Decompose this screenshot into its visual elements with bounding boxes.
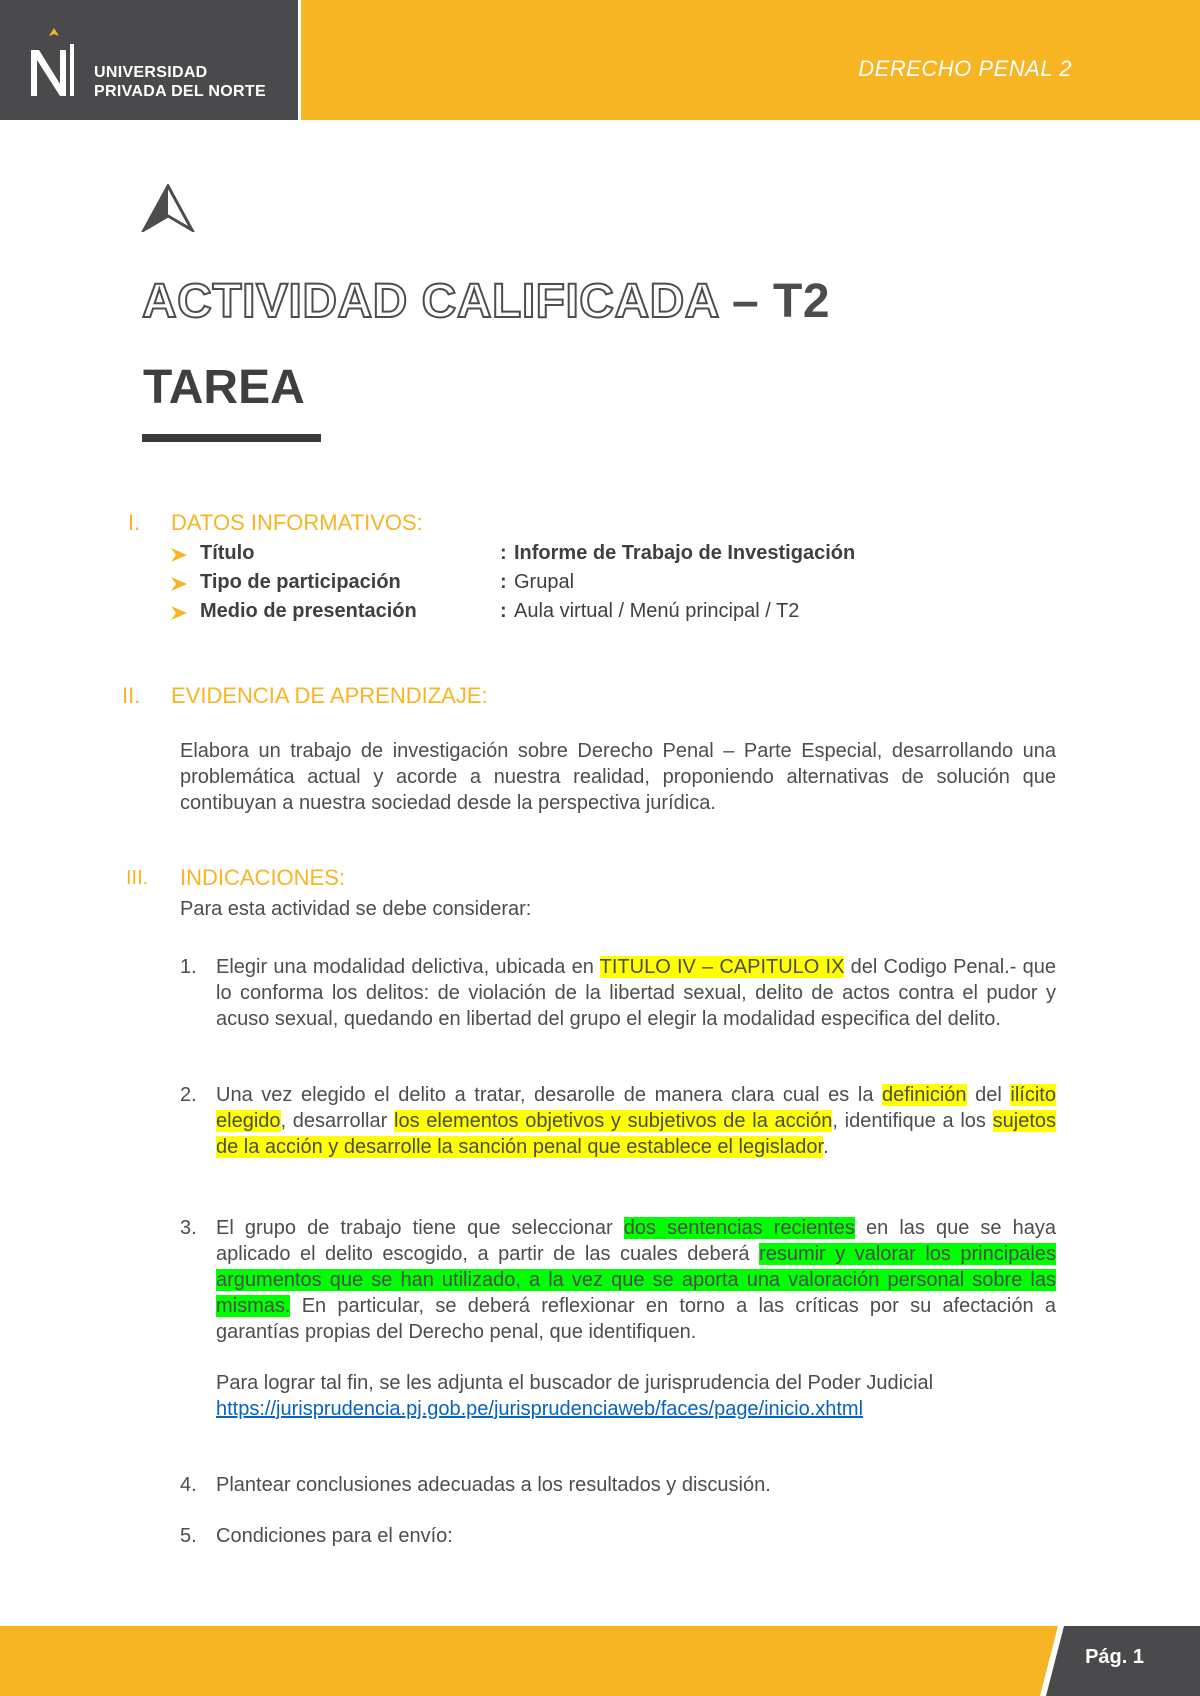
text-run: . [823, 1136, 829, 1158]
highlighted-text: ilícito elegido [216, 1084, 1056, 1132]
section-1-number: I. [128, 510, 141, 535]
list-item-1 [216, 954, 1056, 1032]
section-3-intro: Para esta actividad se debe considerar: [180, 898, 532, 920]
arrow-bullet-icon [170, 546, 188, 564]
title-underline [142, 434, 321, 442]
text-run: En particular, se deberá reflexionar en torno a las críticas por su afectación a garantías propias del Derecho penal, que identifiquen. [216, 1295, 1056, 1343]
university-line-2: PRIVADA DEL NORTE [94, 83, 266, 100]
page-number: Pág. 1 [1085, 1646, 1144, 1668]
info-colon: : [500, 542, 507, 564]
section-2-title: EVIDENCIA DE APRENDIZAJE: [171, 683, 488, 708]
document-title [142, 274, 830, 329]
highlighted-text: TITULO IV – CAPITULO IX [599, 956, 845, 978]
text-run: del [966, 1084, 1011, 1106]
navigation-arrow-icon [140, 184, 196, 232]
course-name: DERECHO PENAL 2 [858, 56, 1072, 81]
highlighted-text: los elementos objetivos y subjetivos de la acción [394, 1110, 833, 1132]
list-number: 3. [180, 1217, 197, 1239]
jurisprudence-link-row [216, 1396, 1056, 1422]
highlighted-text: definición [882, 1084, 967, 1106]
list-number: 2. [180, 1084, 197, 1106]
section-3-title: INDICACIONES: [180, 865, 346, 890]
list-item-2 [216, 1082, 1056, 1160]
arrow-bullet-icon [170, 604, 188, 622]
text-run: , desarrollar [280, 1110, 394, 1132]
text-run: en las que se haya aplicado el delito escogido, a partir de las cuales deberá [216, 1217, 1056, 1265]
text-run: Elegir una modalidad delictiva, ubicada en [216, 956, 600, 978]
section-3-number: III. [126, 867, 149, 889]
list-number: 1. [180, 956, 197, 978]
list-item-3 [216, 1215, 1056, 1345]
list-number: 5. [180, 1525, 197, 1547]
title-outline-text: ACTIVIDAD CALIFICADA [142, 275, 719, 328]
list-number: 4. [180, 1474, 197, 1496]
info-value: Grupal [514, 571, 575, 593]
text-run: El grupo de trabajo tiene que seleccionar [216, 1217, 624, 1239]
university-line-1: UNIVERSIDAD [94, 64, 208, 81]
logo-panel [0, 0, 298, 120]
highlighted-text: resumir y valorar los principales argumentos que se han utilizado, a la vez que se aporta una valoración personal sobre las mismas. [216, 1243, 1057, 1317]
highlighted-text: dos sentencias recientes [623, 1217, 855, 1239]
upn-n-logo-icon [26, 26, 82, 102]
text-run: , identifique a los [832, 1110, 993, 1132]
document-subtitle: TAREA [143, 361, 305, 414]
info-label: Tipo de participación [200, 571, 401, 593]
info-colon: : [500, 571, 507, 593]
info-value: Informe de Trabajo de Investigación [514, 542, 856, 564]
jurisprudence-link[interactable]: https://jurisprudencia.pj.gob.pe/jurisprudenciaweb/faces/page/inicio.xhtml [216, 1398, 864, 1420]
section-1-title: DATOS INFORMATIVOS: [171, 510, 423, 535]
highlighted-text: sujetos de la acción y desarrolle la sanción penal que establece el legislador [216, 1110, 1057, 1158]
title-code: – T2 [718, 275, 831, 328]
page-footer [0, 1626, 1200, 1696]
header-divider [298, 0, 301, 120]
info-label: Medio de presentación [200, 600, 417, 622]
section-2-body: Elabora un trabajo de investigación sobre Derecho Penal – Parte Especial, desarrollando una problemática actual y acorde a nuestra realidad, proponiendo alternativas de solución que contibuyan a nuestra sociedad desde la perspectiva jurídica. [180, 740, 1056, 814]
list-item-4: Plantear conclusiones adecuadas a los resultados y discusión. [216, 1474, 771, 1496]
text-run: Una vez elegido el delito a tratar, desarolle de manera clara cual es la [216, 1084, 883, 1106]
arrow-bullet-icon [170, 575, 188, 593]
info-value: Aula virtual / Menú principal / T2 [514, 600, 800, 622]
section-2-number: II. [122, 683, 141, 708]
info-label: Título [200, 542, 255, 564]
text-run: del Codigo Penal.- que lo conforma los delitos: de violación de la libertad sexual, delito de actos contra el pudor y acuso sexual, quedando en libertad del grupo el elegir la modalidad especifica del delito. [216, 956, 1056, 1030]
list-item-5: Condiciones para el envío: [216, 1525, 453, 1547]
list-item-3-note: Para lograr tal fin, se les adjunta el buscador de jurisprudencia del Poder Judicial [216, 1372, 934, 1394]
info-colon: : [500, 600, 507, 622]
university-name [94, 63, 266, 101]
